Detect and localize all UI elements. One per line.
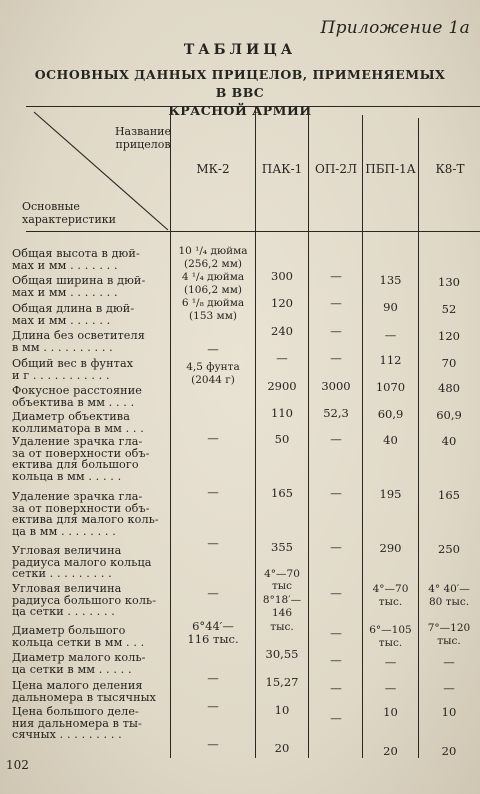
table-title: ТАБЛИЦА [183, 42, 297, 58]
cell-pak1: 146 [271, 607, 293, 619]
row-label-large-ring-radius: Угловая величина радиуса большого коль- ца сетки . . . . . . . [12, 582, 157, 618]
cell-pak1: 355 [271, 540, 293, 554]
corner-label-sights: Название прицелов [114, 125, 172, 151]
row-label-small-ring-radius: Угловая величина радиуса малого кольца сетки . . . . . . . . . [12, 544, 152, 580]
cell-mk2: 6°44′— [192, 619, 234, 633]
cell-mk2: (2044 г) [191, 374, 235, 386]
cell-op2l: — [330, 586, 342, 600]
cell-pbp1a: 10 [383, 705, 398, 719]
page-number: 102 [6, 758, 29, 772]
cell-mk2: — [207, 342, 219, 356]
cell-op2l: — [330, 351, 342, 365]
cell-pbp1a: — [384, 655, 397, 669]
cell-mk2: — [207, 431, 219, 445]
cell-mk2: — [207, 586, 219, 600]
cell-pbp1a: 40 [383, 433, 398, 447]
cell-k8t: 40 [441, 434, 457, 448]
cell-pbp1a: тыс. [378, 596, 403, 608]
cell-op2l: 52,3 [323, 406, 349, 420]
cell-mk2: 6 ¹/₈ дюйма [181, 297, 245, 309]
cell-k8t: 7°—120 [427, 622, 471, 634]
row-label-weight: Общий вес в фунтах и г . . . . . . . . . . . [12, 357, 134, 382]
cell-pak1: 4°—70 [264, 568, 300, 580]
cell-mk2: 4,5 фунта [186, 361, 240, 373]
row-label-length-no-light: Длина без осветителя в мм . . . . . . . . . . [12, 329, 145, 354]
cell-k8t: 70 [441, 356, 457, 370]
row-label-focal-length: Фокусное расстояние объектива в мм . . . . [12, 384, 143, 409]
cell-pbp1a: — [384, 328, 397, 342]
column-header-op2l: ОП-2Л [314, 162, 357, 176]
cell-mk2: (256,2 мм) [184, 258, 242, 270]
cell-mk2: — [207, 699, 219, 713]
cell-k8t: 10 [441, 705, 457, 719]
cell-pak1: тыс [271, 580, 293, 592]
row-label-length: Общая длина в дюй- мах и мм . . . . . . [12, 302, 135, 327]
cell-pbp1a: 20 [383, 744, 398, 758]
cell-op2l: — [330, 711, 342, 725]
cell-pak1: 240 [271, 324, 293, 338]
cell-k8t: — [443, 681, 455, 695]
cell-pak1: 2900 [267, 379, 297, 393]
cell-pak1: 165 [271, 486, 293, 500]
cell-pbp1a: 290 [379, 541, 402, 555]
cell-pbp1a: 135 [379, 273, 402, 287]
cell-pbp1a: 60,9 [377, 407, 404, 421]
cell-k8t: 80 тыс. [428, 596, 470, 608]
row-label-small-ring-diameter: Диаметр малого коль- ца сетки в мм . . . . . [12, 651, 146, 676]
corner-label-characteristics: Основные характеристики [22, 200, 116, 226]
cell-op2l: — [330, 324, 342, 338]
column-header-pbp1a: ПБП-1А [365, 162, 416, 176]
cell-pbp1a: 1070 [375, 380, 406, 394]
cell-k8t: 52 [441, 302, 457, 316]
cell-mk2: — [207, 671, 219, 685]
cell-pbp1a: 112 [379, 353, 402, 367]
cell-op2l: — [330, 626, 342, 640]
cell-mk2: 10 ¹/₄ дюйма [178, 245, 248, 257]
cell-op2l: — [330, 296, 342, 310]
cell-pak1: тыс. [270, 621, 294, 633]
cell-mk2: — [207, 536, 219, 550]
column-header-pak1: ПАК-1 [261, 162, 303, 176]
cell-pak1: 20 [274, 741, 290, 755]
cell-pbp1a: 6°—105 [369, 624, 412, 636]
column-header-mk2: МК-2 [196, 162, 230, 176]
cell-pak1: 50 [274, 432, 290, 446]
cell-pbp1a: 90 [383, 300, 398, 314]
cell-mk2: (106,2 мм) [184, 284, 242, 296]
cell-k8t: 480 [438, 381, 460, 395]
cell-pbp1a: 195 [379, 487, 402, 501]
cell-pak1: 15,27 [265, 675, 299, 689]
cell-pak1: 10 [274, 703, 290, 717]
cell-pak1: 120 [271, 296, 293, 310]
subtitle-line: ОСНОВНЫХ ДАННЫХ ПРИЦЕЛОВ, ПРИМЕНЯЕМЫХ В ВВС [34, 67, 446, 100]
cell-mk2: (153 мм) [189, 310, 237, 322]
cell-k8t: 250 [438, 542, 460, 556]
cell-k8t: 20 [441, 744, 457, 758]
cell-k8t: 4° 40′— [428, 583, 470, 595]
row-label-small-division: Цена малого деления дальномера в тысячных [12, 679, 157, 704]
cell-op2l: — [330, 269, 342, 283]
row-label-height: Общая высота в дюй- мах и мм . . . . . . . [12, 247, 140, 272]
cell-mk2: 116 тыс. [187, 632, 239, 646]
cell-k8t: 130 [438, 275, 460, 289]
row-label-large-division: Цена большого деле- ния дальномера в ты- сячных . . . . . . . . . [12, 705, 142, 741]
cell-k8t: — [443, 655, 455, 669]
cell-pbp1a: 4°—70 [372, 583, 409, 595]
cell-op2l: — [330, 540, 342, 554]
cell-pbp1a: тыс. [378, 637, 403, 649]
cell-pak1: — [276, 351, 288, 365]
cell-pak1: 30,55 [265, 647, 299, 661]
cell-k8t: тыс. [437, 635, 461, 647]
cell-pak1: 300 [271, 269, 293, 283]
cell-op2l: — [330, 486, 342, 500]
cell-pak1: 110 [271, 406, 293, 420]
cell-k8t: 60,9 [436, 408, 462, 422]
row-label-eye-relief-small-ring: Удаление зрачка гла- за от поверхности объ- ектива для малого коль- ца в мм . . . . . . . . [12, 490, 159, 538]
column-header-k8t: К8-Т [435, 162, 465, 176]
cell-mk2: 4 ¹/₄ дюйма [181, 271, 245, 283]
appendix-label: Приложение 1а [320, 18, 470, 38]
cell-op2l: — [330, 653, 342, 667]
cell-pak1: 8°18′— [262, 594, 302, 606]
subtitle-line: КРАСНОЙ АРМИИ [168, 103, 312, 118]
cell-mk2: — [207, 737, 219, 751]
cell-k8t: 120 [438, 329, 460, 343]
row-label-collimator-diameter: Диаметр объектива коллиматора в мм . . . [12, 410, 144, 435]
cell-k8t: 165 [438, 488, 460, 502]
cell-mk2: — [207, 485, 219, 499]
row-label-width: Общая ширина в дюй- мах и мм . . . . . . . [12, 274, 146, 299]
cell-op2l: — [330, 681, 342, 695]
cell-pbp1a: — [384, 681, 397, 695]
cell-op2l: 3000 [321, 379, 351, 393]
row-label-eye-relief-large-ring: Удаление зрачка гла- за от поверхности объ- ектива для большого кольца в мм . . . . . [12, 435, 150, 483]
row-label-large-ring-diameter: Диаметр большого кольца сетки в мм . . . [12, 624, 145, 649]
cell-op2l: — [330, 432, 342, 446]
